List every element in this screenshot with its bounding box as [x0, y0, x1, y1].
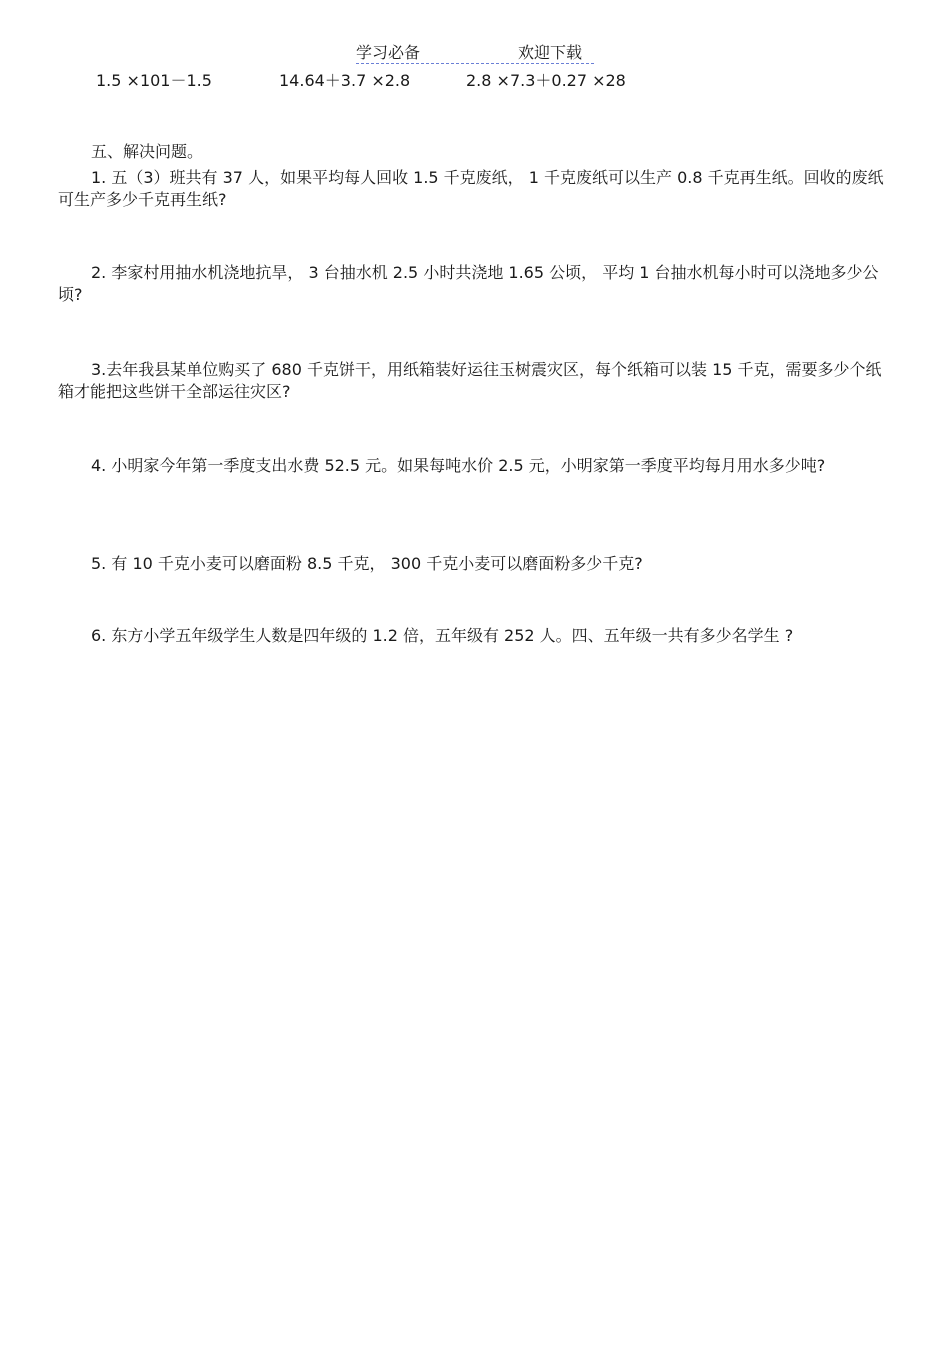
problem-1: 1. 五（3）班共有 37 人，如果平均每人回收 1.5 千克废纸， 1 千克废纸可以生产 0.8 千克再生纸。回收的废纸可生产多少千克再生纸? [58, 168, 884, 209]
calculation-item-2: 14.64＋3.7 ×2.8 [279, 71, 411, 90]
header-right-text: 欢迎下载 [518, 43, 583, 62]
problem-2: 2. 李家村用抽水机浇地抗旱， 3 台抽水机 2.5 小时共浇地 1.65 公顷， 平均 1 台抽水机每小时可以浇地多少公顷? [58, 263, 879, 304]
problem-4: 4. 小明家今年第一季度支出水费 52.5 元。如果每吨水价 2.5 元，小明家第一季度平均每月用水多少吨? [91, 456, 826, 475]
problem-3: 3.去年我县某单位购买了 680 千克饼干，用纸箱装好运往玉树震灾区，每个纸箱可以装 15 千克，需要多少个纸箱才能把这些饼干全部运往灾区? [58, 360, 882, 401]
header-left-text: 学习必备 [356, 43, 421, 62]
section-title: 五、解决问题。 [91, 142, 204, 161]
calculation-item-3: 2.8 ×7.3＋0.27 ×28 [466, 71, 626, 90]
problem-6: 6. 东方小学五年级学生人数是四年级的 1.2 倍，五年级有 252 人。四、五年级一共有多少名学生 ? [91, 626, 794, 645]
page-header [0, 42, 950, 68]
header-dashed-rule [356, 63, 594, 64]
calculation-row [0, 70, 950, 92]
calculation-item-1: 1.5 ×101－1.5 [96, 71, 212, 90]
problem-5: 5. 有 10 千克小麦可以磨面粉 8.5 千克， 300 千克小麦可以磨面粉多少千克? [91, 554, 643, 573]
